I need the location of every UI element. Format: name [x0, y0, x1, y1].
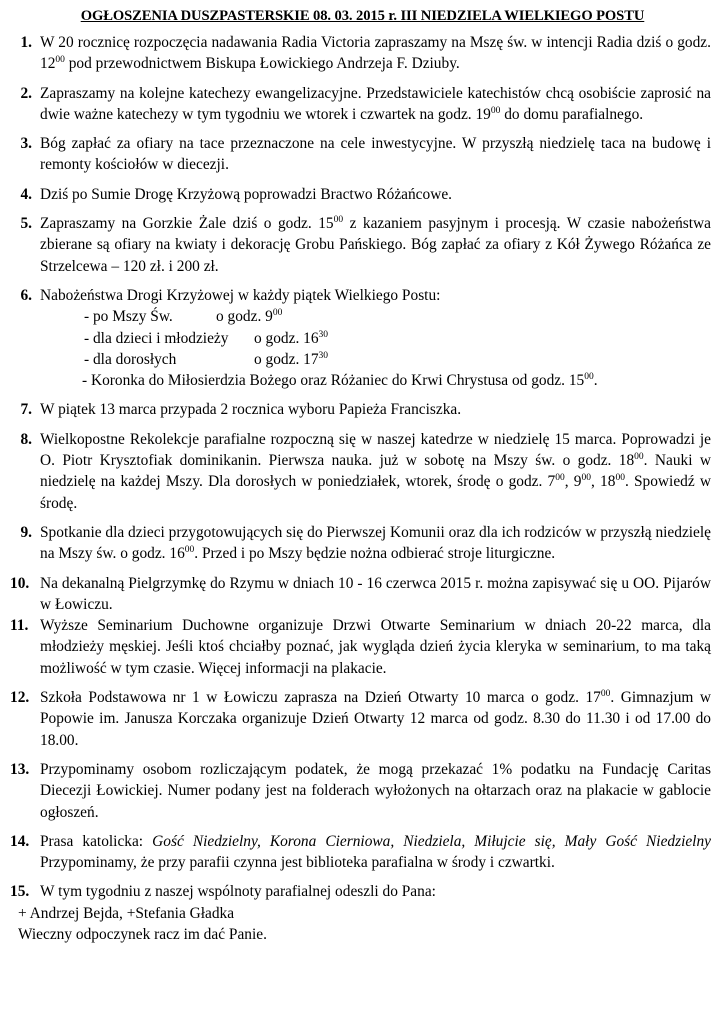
announcement-item	[10, 213, 711, 277]
item-number: 13.	[10, 760, 30, 778]
announcement-item	[10, 285, 711, 391]
item-number: 14.	[10, 832, 30, 850]
schedule-row: - Koronka do Miłosierdzia Bożego oraz Różaniec do Krwi Chrystusa od godz. $15^{00}$.	[82, 372, 598, 390]
item-number: 11.	[10, 617, 29, 635]
item-text: Wyższe Seminarium Duchowne organizuje Drzwi Otwarte Seminarium w dniach 20-22 marca, dla młodzieży męskiej. Jeśli ktoś chciałby poznać, jak wygląda dzień życia kleryka w seminarium, to ma taką możliwość w tym czasie. Więcej informacji na plakacie.	[40, 617, 711, 677]
item-number: 2.	[20, 84, 32, 102]
item-text: Prasa katolicka: Gość Niedzielny, Korona Cierniowa, Niedziela, Miłujcie się, Mały Gość Niedzielny Przypominamy, że przy parafii czynna jest biblioteka parafialna w środy i czwartki.	[40, 832, 711, 872]
item-text: Wielkopostne Rekolekcje parafialne rozpoczną się w naszej katedrze w niedzielę 15 marca. Poprowadzi je O. Piotr Krysztofiak dominikanin. Pierwsza nauka. już w sobotę na Mszy św. o godz. $18^{00}$. Nauki w niedzielę na każdej Mszy. Dla dorosłych w poniedziałek, wtorek, środę o godz. $7^{00}$, $9^{00}$, $18^{00}$. Spowiedź w środę.	[40, 430, 711, 512]
announcement-item	[10, 522, 711, 565]
item-text: W piątek 13 marca przypada 2 rocznica wyboru Papieża Franciszka.	[40, 401, 462, 419]
item-text: Na dekanalną Pielgrzymkę do Rzymu w dniach 10 - 16 czerwca 2015 r. można zapisywać się u OO. Pijarów w Łowiczu.	[40, 574, 711, 613]
announcement-item	[10, 184, 711, 205]
item-number: 15.	[10, 883, 30, 901]
announcement-item	[10, 573, 711, 616]
page-title: OGŁOSZENIA DUSZPASTERSKIE 08. 03. 2015 r. III NIEDZIELA WIELKIEGO POSTU	[80, 8, 645, 24]
item-text: W tym tygodniu z naszej wspólnoty parafialnej odeszli do Pana:	[40, 883, 436, 901]
item-number: 12.	[10, 689, 30, 707]
item-text: Spotkanie dla dzieci przygotowujących się do Pierwszej Komunii oraz dla ich rodziców w przyszłą niedzielę na Mszy św. o godz. $16^{00}$. Przed i po Mszy będzie nożna odbierać stroje liturgiczne.	[40, 523, 711, 563]
schedule-row: - dla dzieci i młodzieży o godz. $16^{30}$	[84, 329, 329, 347]
schedule-list	[40, 306, 711, 391]
announcement-item	[10, 429, 711, 514]
announcement-item	[10, 133, 711, 176]
item-text: Dziś po Sumie Drogę Krzyżową poprowadzi Bractwo Różańcowe.	[40, 185, 453, 203]
item-text: W 20 rocznicę rozpoczęcia nadawania Radia Victoria zapraszamy na Mszę św. w intencji Radia dziś o godz. $12^{00}$ pod przewodnictwem Biskupa Łowickiego Andrzeja F. Dziuby.	[40, 34, 711, 73]
item-number: 4.	[20, 185, 32, 203]
item-number: 7.	[20, 401, 32, 419]
press-titles: Gość Niedzielny, Korona Cierniowa, Niedziela, Miłujcie się, Mały Gość Niedzielny	[152, 832, 711, 850]
item-text: Przypominamy osobom rozliczającym podatek, że mogą przekazać 1% podatku na Fundację Caritas Diecezji Łowickiej. Numer podany jest na folderach wyłożonych na ołtarzach oraz na plakacie w gablocie ogłoszeń.	[40, 760, 711, 821]
item-text: Szkoła Podstawowa nr 1 w Łowiczu zaprasza na Dzień Otwarty 10 marca o godz. $17^{00}$. Gimnazjum w Popowie im. Janusza Korczaka organizuje Dzień Otwarty 12 marca od godz. 8.30 do 11.30 i od 17.00 do 18.00.	[40, 689, 711, 749]
item-text: Zapraszamy na Gorzkie Żale dziś o godz. $15^{00}$ z kazaniem pasyjnym i procesją. W czasie nabożeństwa zbierane są ofiary na kwiaty i dekorację Grobu Pańskiego. Bóg zapłać za ofiary z Kół Żywego Różańca ze Strzelcewa – 120 zł. i 200 zł.	[40, 215, 711, 275]
item-number: 9.	[20, 523, 32, 541]
item-number: 10.	[10, 574, 30, 592]
item-number: 3.	[20, 135, 32, 153]
item-number: 1.	[20, 34, 32, 51]
item-text: Nabożeństwa Drogi Krzyżowej w każdy piątek Wielkiego Postu: - po Mszy Św. o godz. $9^{00}$ - dla dzieci i młodzieży o godz. $16^{30}$ - dla dorosłych o godz. $17^{30}$ - Koronka do Miłosierdzia Bożego oraz Różaniec do Krwi Chrystusa od godz. $15^{00}$.	[40, 285, 711, 391]
schedule-row: - po Mszy Św. o godz. $9^{00}$	[84, 308, 283, 326]
item-text: Zapraszamy na kolejne katechezy ewangelizacyjne. Przedstawiciele katechistów chcą osobiście zaprosić na dwie ważne katechezy w tym tygodniu we wtorek i czwartek na godz. $19^{00}$ do domu parafialnego.	[40, 84, 711, 123]
item-number: 5.	[20, 215, 32, 233]
announcement-item	[10, 831, 711, 874]
announcement-item	[10, 881, 711, 902]
closing-prayer: Wieczny odpoczynek racz im dać Panie.	[18, 925, 267, 943]
schedule-row: - dla dorosłych o godz. $17^{30}$	[84, 350, 329, 368]
announcement-item	[10, 687, 711, 751]
announcement-item	[10, 83, 711, 126]
announcement-item	[10, 399, 711, 420]
announcement-item	[10, 32, 711, 75]
deceased-names: + Andrzej Bejda, +Stefania Gładka	[18, 904, 235, 922]
item-number: 6.	[20, 286, 32, 304]
item-text: Bóg zapłać za ofiary na tace przeznaczone na cele inwestycyjne. W przyszłą niedzielę taca na budowę i remonty kościołów w diecezji.	[40, 135, 711, 174]
announcement-item	[10, 615, 711, 679]
item-number: 8.	[20, 430, 32, 448]
announcement-item	[10, 759, 711, 823]
